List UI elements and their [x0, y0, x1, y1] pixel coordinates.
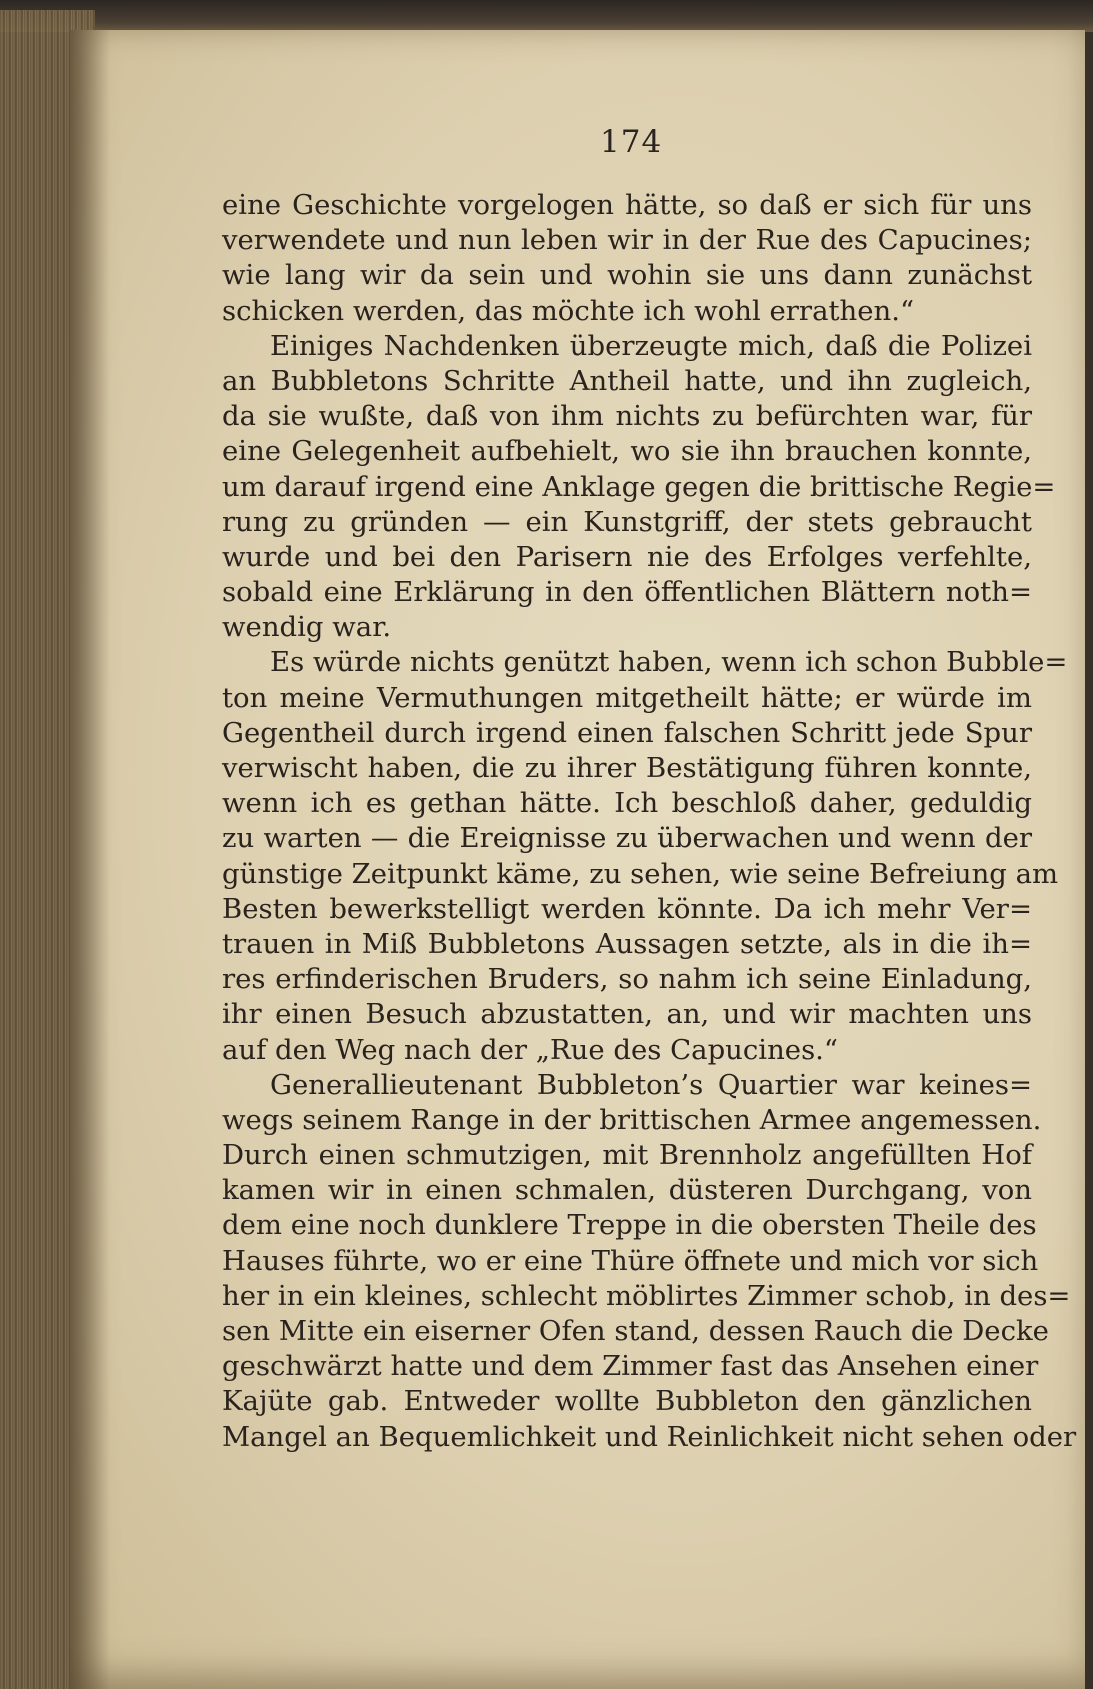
text-line: res erfinderischen Bruders, so nahm ich seine Einladung,	[222, 963, 1032, 996]
page-number: 174	[600, 124, 663, 160]
text-line: wendig war.	[222, 611, 392, 644]
text-line: da sie wußte, daß von ihm nichts zu befürchten war, für	[222, 400, 1032, 433]
text-line: dem eine noch dunklere Treppe in die obersten Theile des	[222, 1209, 1037, 1242]
text-line: wie lang wir da sein und wohin sie uns dann zunächst	[222, 259, 1032, 292]
text-line: Kajüte gab. Entweder wollte Bubbleton den gänzlichen	[222, 1385, 1032, 1418]
text-line: trauen in Miß Bubbletons Aussagen setzte, als in die ih=	[222, 927, 1032, 960]
text-line: eine Gelegenheit aufbehielt, wo sie ihn brauchen konnte,	[222, 435, 1032, 468]
text-line: an Bubbletons Schritte Antheil hatte, und ihn zugleich,	[222, 364, 1032, 397]
text-line: kamen wir in einen schmalen, düsteren Durchgang, von	[222, 1174, 1032, 1207]
text-line: verwischt haben, die zu ihrer Bestätigung führen konnte,	[222, 752, 1032, 784]
text-line: eine Geschichte vorgelogen hätte, so daß er sich für uns	[222, 189, 1032, 221]
text-line: um darauf irgend eine Anklage gegen die brittische Regie=	[222, 470, 1056, 503]
text-line: Mangel an Bequemlichkeit und Reinlichkeit nicht sehen oder	[222, 1420, 1077, 1453]
text-line: ton meine Vermuthungen mitgetheilt hätte; er würde im	[222, 681, 1032, 714]
text-line: ihr einen Besuch abzustatten, an, und wir machten uns	[222, 998, 1032, 1031]
text-line: Einiges Nachdenken überzeugte mich, daß die Polizei	[270, 329, 1032, 362]
text-line: schicken werden, das möchte ich wohl errathen.“	[222, 294, 915, 327]
gutter-shadow	[70, 30, 110, 1689]
text-line: wurde und bei den Parisern nie des Erfolges verfehlte,	[222, 540, 1032, 573]
text-line: geschwärzt hatte und dem Zimmer fast das Ansehen einer	[222, 1350, 1039, 1383]
text-line: sen Mitte ein eiserner Ofen stand, dessen Rauch die Decke	[222, 1315, 1049, 1347]
text-line: Besten bewerkstelligt werden könnte. Da ich mehr Ver=	[222, 892, 1032, 925]
text-line: Durch einen schmutzigen, mit Brennholz angefüllten Hof	[222, 1139, 1032, 1172]
text-line: Generallieutenant Bubbleton’s Quartier war keines=	[270, 1068, 1032, 1101]
text-line: Hauses führte, wo er eine Thüre öffnete und mich vor sich	[222, 1244, 1039, 1277]
text-line: auf den Weg nach der „Rue des Capucines.“	[222, 1033, 838, 1066]
text-line: verwendete und nun leben wir in der Rue des Capucines;	[222, 224, 1032, 257]
text-line: her in ein kleines, schlecht möblirtes Zimmer schob, in des=	[222, 1279, 1071, 1312]
text-line: günstige Zeitpunkt käme, zu sehen, wie seine Befreiung am	[222, 857, 1059, 890]
text-line: sobald eine Erklärung in den öffentlichen Blättern noth=	[222, 576, 1032, 609]
body-text	[222, 188, 1077, 1455]
text-line: Gegentheil durch irgend einen falschen Schritt jede Spur	[222, 716, 1032, 749]
text-line: wenn ich es gethan hätte. Ich beschloß daher, geduldig	[222, 787, 1032, 820]
book-top-edge	[0, 0, 1093, 32]
text-line: wegs seinem Range in der brittischen Armee angemessen.	[222, 1103, 1042, 1136]
text-line: zu warten — die Ereignisse zu überwachen und wenn der	[222, 822, 1032, 855]
text-line: rung zu gründen — ein Kunstgriff, der stets gebraucht	[222, 505, 1032, 538]
text-line: Es würde nichts genützt haben, wenn ich schon Bubble=	[270, 646, 1068, 679]
